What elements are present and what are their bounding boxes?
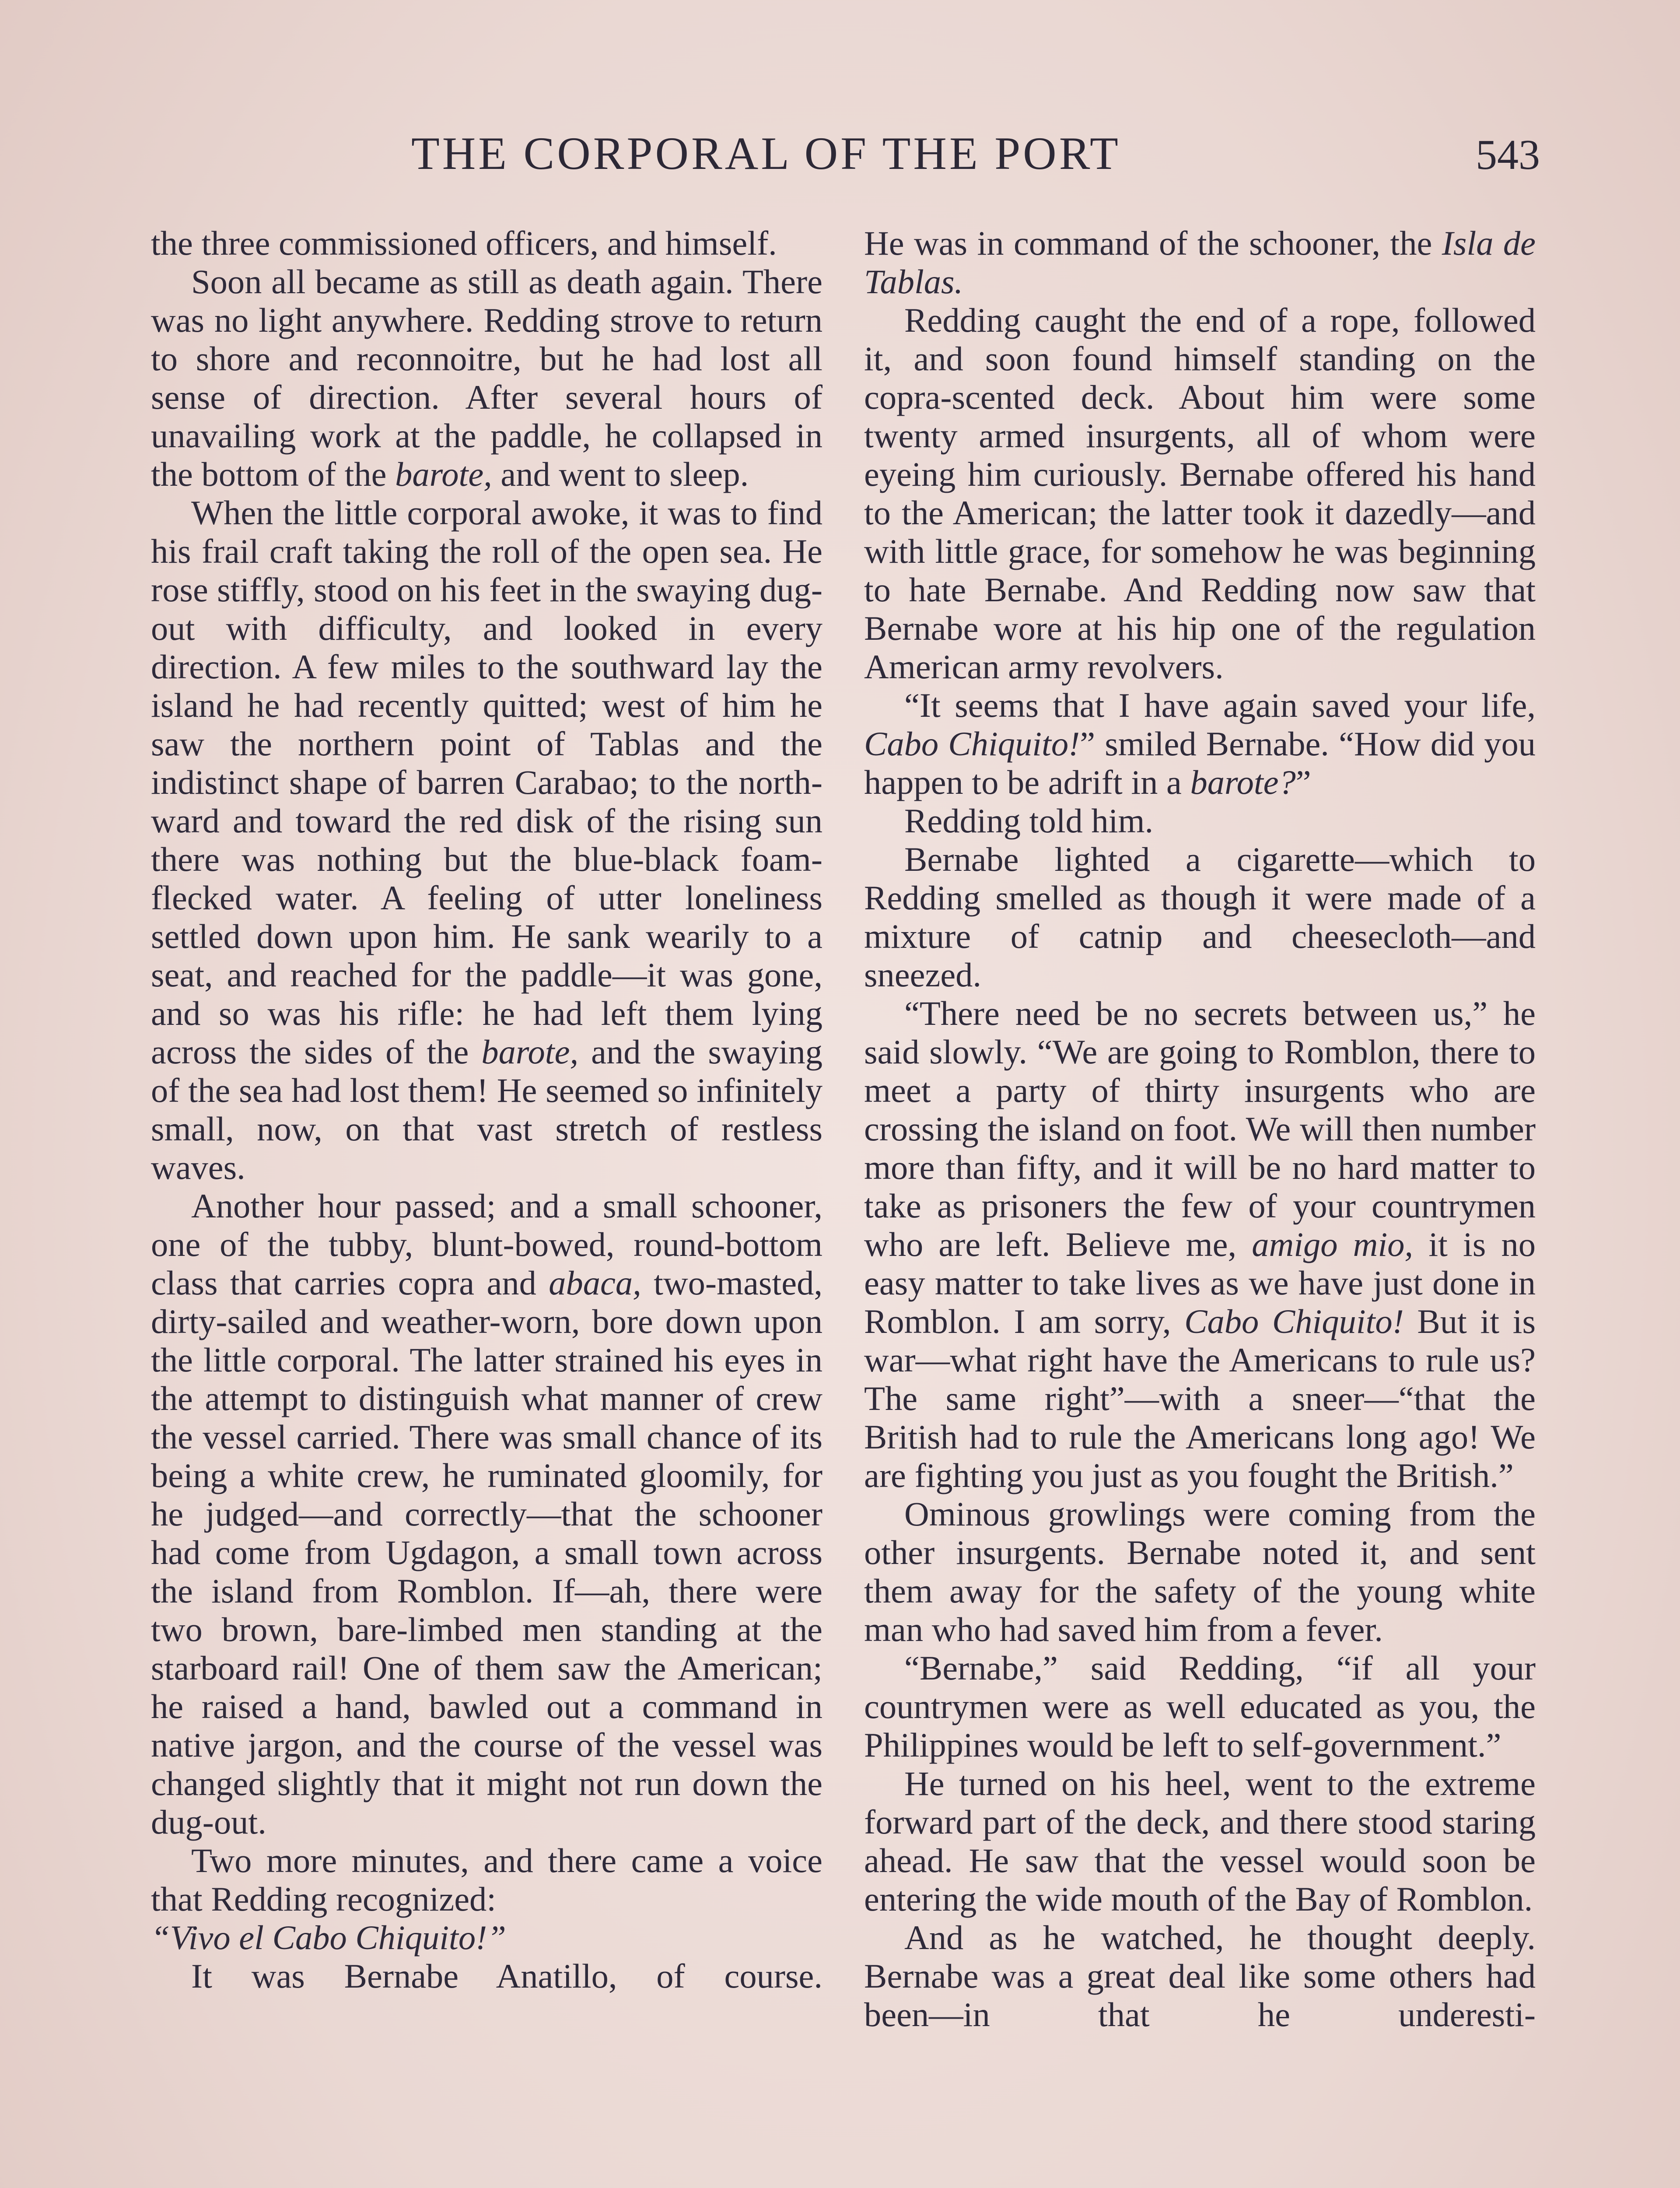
paragraph: “There need be no secrets between us,” he said slowly. “We are going to Romblon, there to meet a party of thirty insurgents who are crossing the island on foot. We will then number more than fifty, and it will be no hard matter to take as prisoners the few of your countrymen who are left. Believe me, amigo mio, it is no easy matter to take lives as we have just done in Romblon. I am sorry, Cabo Chiquito! But it is war—what right have the Americans to rule us? The same right”—with a sneer—“that the British had to rule the Americans long ago! We are fighting you just as you fought the British.”: [864, 994, 1536, 1494]
paragraph: It was Bernabe Anatillo, of course.: [191, 1957, 822, 1995]
paragraph: “It seems that I have again saved your life, Cabo Chiquito!” smiled Bernabe. “How did you happen to be adrift in a barote?”: [864, 686, 1536, 801]
paragraph: When the little corporal awoke, it was to find his frail craft taking the roll of the open sea. He rose stiffly, stood on his feet in the swaying dugout with difficulty, and looked in every direction. A few miles to the southward lay the island he had recently quitted; west of him he saw the northern point of Tablas and the indistinct shape of barren Carabao; to the northward and toward the red disk of the rising sun there was nothing but the blue-black foam-flecked water. A feeling of utter loneliness settled down upon him. He sank wearily to a seat, and reached for the paddle—it was gone, and so was his rifle: he had left them lying across the sides of the barote, and the swaying of the sea had lost them! He seemed so infinitely small, now, on that vast stretch of restless waves.: [151, 494, 823, 1186]
paragraph: the three commissioned officers, and himself.: [151, 224, 777, 262]
paragraph: Redding caught the end of a rope, followed it, and soon found himself standing on the copra-scented deck. About him were some twenty armed insurgents, all of whom were eyeing him curiously. Bernabe offered his hand to the American; the latter took it dazedly—and with little grace, for somehow he was beginning to hate Bernabe. And Redding now saw that Bernabe wore at his hip one of the regulation American army revolvers.: [864, 301, 1536, 686]
paragraph: He was in command of the schooner, the Isla de Tablas.: [864, 224, 1536, 301]
paragraph: And as he watched, he thought deeply. Bernabe was a great deal like some others had been—in that he underesti-: [864, 1918, 1536, 2034]
paragraph: Soon all became as still as death again. There was no light anywhere. Redding strove to return to shore and reconnoitre, but he had lost all sense of direction. After several hours of unavailing work at the paddle, he collapsed in the bottom of the barote, and went to sleep.: [151, 263, 822, 493]
left-column: [151, 224, 822, 1995]
paragraph: “Bernabe,” said Redding, “if all your countrymen were as well educated as you, the Philippines would be left to self-government.”: [864, 1649, 1536, 1764]
paragraph: Bernabe lighted a cigarette—which to Redding smelled as though it were made of a mixture of catnip and cheesecloth—and sneezed.: [864, 840, 1536, 994]
paragraph: Another hour passed; and a small schooner, one of the tubby, blunt-bowed, round-bottom class that carries copra and abaca, two-masted, dirty-sailed and weather-worn, bore down upon the little corporal. The latter strained his eyes in the attempt to distinguish what manner of crew the vessel carried. There was small chance of its being a white crew, he ruminated gloomily, for he judged—and correctly—that the schooner had come from Ugdagon, a small town across the island from Romblon. If—ah, there were two brown, bare-limbed men standing at the starboard rail! One of them saw the American; he raised a hand, bawled out a command in native jargon, and the course of the vessel was changed slightly that it might not run down the dug-out.: [151, 1187, 823, 1841]
paragraph: Ominous growlings were coming from the other insurgents. Bernabe noted it, and sent them away for the safety of the young white man who had saved him from a fever.: [864, 1495, 1536, 1648]
running-title: THE CORPORAL OF THE PORT: [411, 128, 1121, 179]
paragraph: Redding told him.: [904, 802, 1154, 840]
paragraph: He turned on his heel, went to the extreme forward part of the deck, and there stood staring ahead. He saw that the vessel would soon be entering the wide mouth of the Bay of Romblon.: [864, 1764, 1536, 1918]
right-column: [864, 224, 1536, 2034]
page-number: 543: [1476, 131, 1540, 179]
paragraph: Two more minutes, and there came a voice that Redding recognized:: [151, 1841, 822, 1918]
exclamation-line: “Vivo el Cabo Chiquito!”: [151, 1918, 506, 1957]
